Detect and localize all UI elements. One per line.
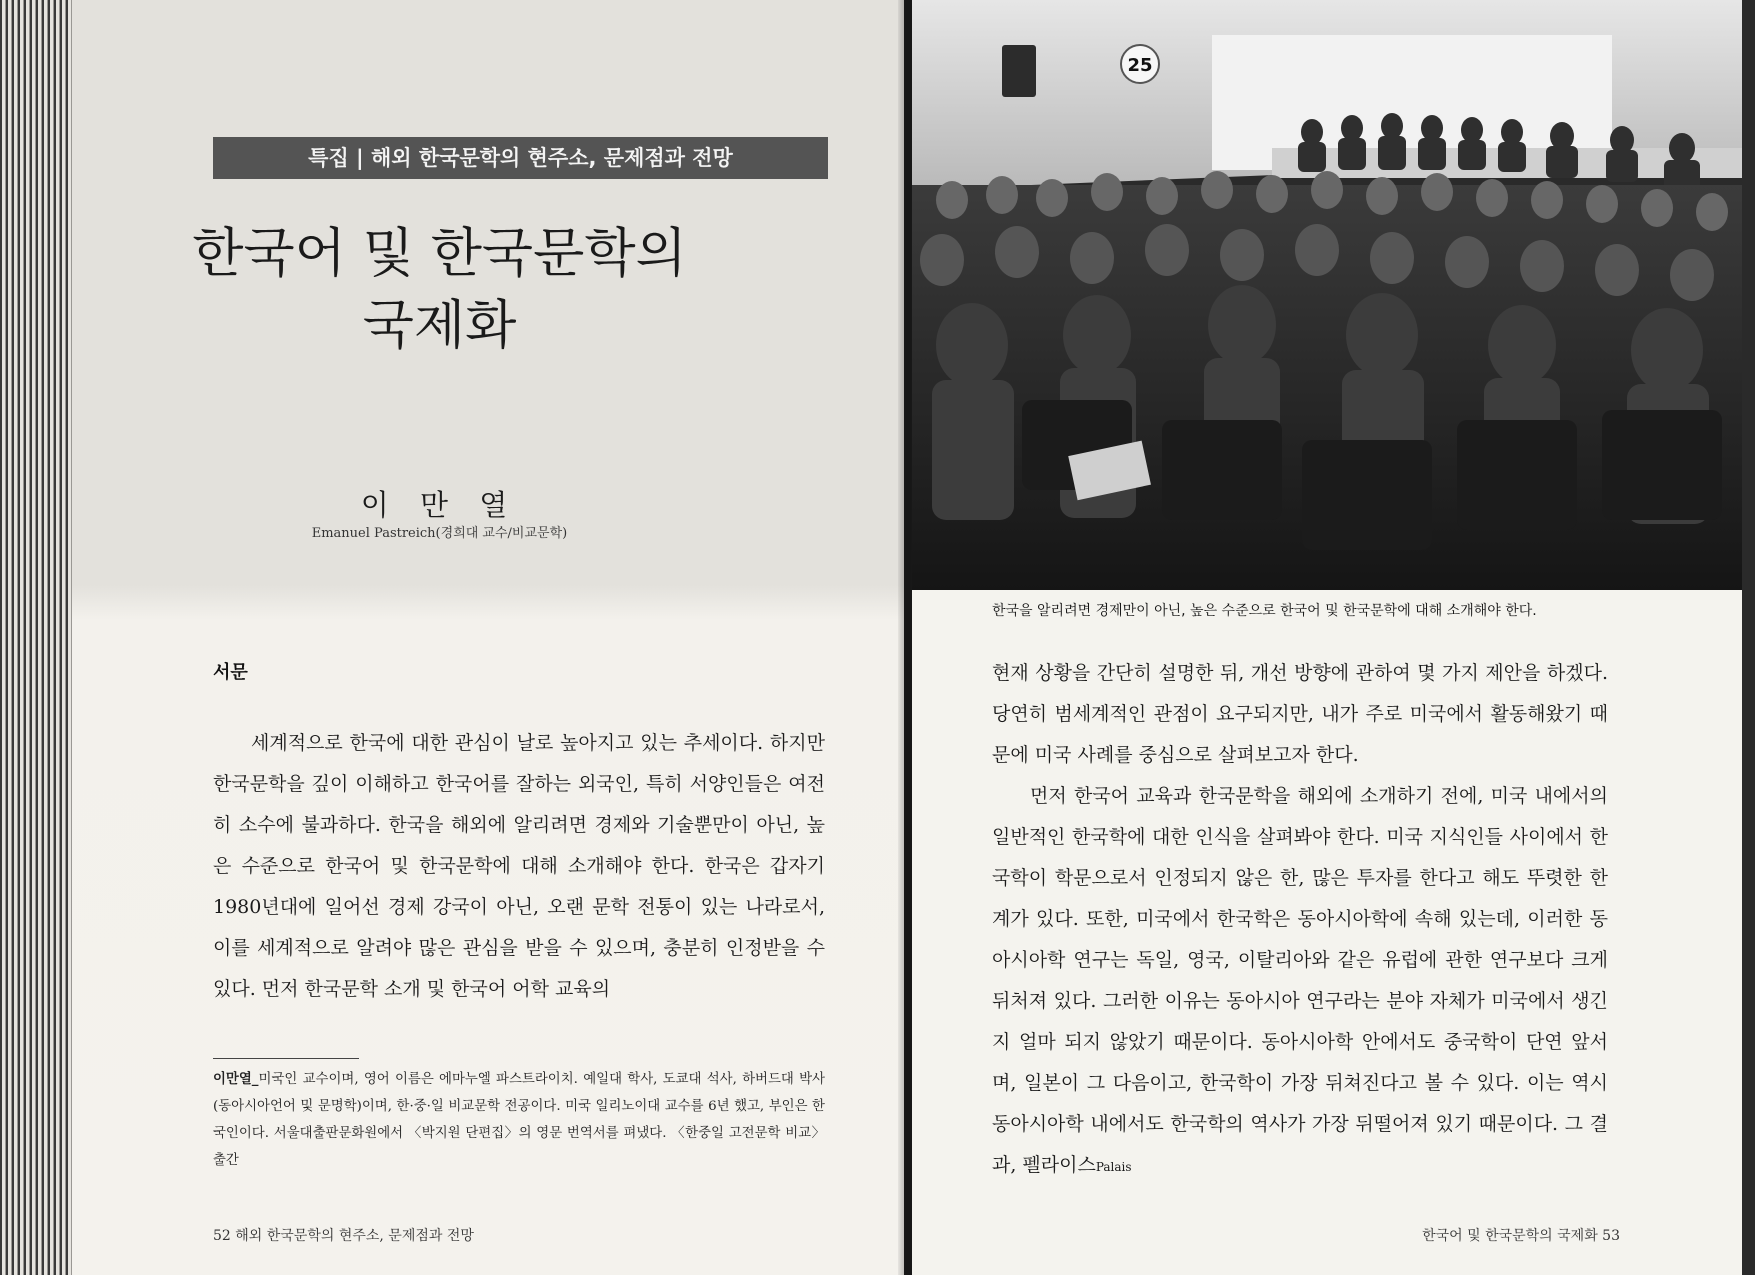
left-page	[72, 0, 904, 1275]
author-footnote	[213, 1066, 825, 1174]
author-affiliation: Emanuel Pastreich(경희대 교수/비교문학)	[311, 526, 568, 541]
right-page	[912, 0, 1755, 1275]
wall-speaker	[1002, 45, 1036, 97]
body-paragraph-2	[992, 776, 1608, 1188]
title-line-2: 국제화	[362, 295, 517, 356]
conference-photo	[912, 0, 1755, 590]
body-text-left: 세계적으로 한국에 대한 관심이 날로 높아지고 있는 추세이다. 하지만 한국문학을 깊이 이해하고 한국어를 잘하는 외국인, 특히 서양인들은 여전히 소수에 불과하다. 한국을 해외에 알리려면 경제와 기술뿐만이 아닌, 높은 수준으로 한국어 및 한국문학에 대해 소개해야 한다. 한국은 갑자기 1980년대에 일어선 경제 강국이 아닌, 오랜 문학 전통이 있는 나라로서, 이를 세계적으로 알려야 많은 관심을 받을 수 있으며, 충분히 인정받을 수 있다. 먼저 한국문학 소개 및 한국어 어학 교육의	[213, 732, 825, 1000]
author-name: 이 만 열	[360, 488, 519, 522]
title-line-1: 한국어 및 한국문학의	[192, 223, 687, 284]
section-heading: 서문	[213, 662, 248, 683]
body-paragraph-2-text: 먼저 한국어 교육과 한국문학을 해외에 소개하기 전에, 미국 내에서의 일반적인 한국학에 대한 인식을 살펴봐야 한다. 미국 지식인들 사이에서 한국학이 학문으로서 인정되지 않은 한, 많은 투자를 한다고 해도 뚜렷한 한계가 있다. 또한, 미국에서 한국학은 동아시아학에 속해 있는데, 이러한 동아시아학 연구는 독일, 영국, 이탈리아와 같은 유럽에 관한 연구보다 크게 뒤처져 있다. 그러한 이유는 동아시아 연구라는 분야 자체가 미국에서 생긴 지 얼마 되지 않았기 때문이다. 동아시아학 안에서도 중국학이 단연 앞서며, 일본이 그 다음이고, 한국학이 가장 뒤쳐진다고 볼 수 있다. 이는 역시 동아시아학 내에서도 한국학의 역사가 가장 뒤떨어져 있기 때문이다. 그 결과, 펠라이스	[992, 785, 1608, 1176]
foreign-term: Palais	[1095, 1160, 1132, 1174]
footnote-author-name: 이만열_	[213, 1072, 259, 1087]
body-text-right	[992, 653, 1608, 1188]
footnote-rule	[213, 1058, 359, 1059]
page-folio-right: 한국어 및 한국문학의 국제화 53	[1422, 1228, 1620, 1244]
number-sign-label: 25	[1127, 55, 1153, 76]
scan-right-edge	[1742, 0, 1755, 1275]
body-paragraph-1: 현재 상황을 간단히 설명한 뒤, 개선 방향에 관하여 몇 가지 제안을 하겠다. 당연히 범세계적인 관점이 요구되지만, 내가 주로 미국에서 활동해왔기 때문에 미국 사례를 중심으로 살펴보고자 한다.	[992, 662, 1608, 766]
section-banner: 특집 | 해외 한국문학의 현주소, 문제점과 전망	[213, 137, 828, 179]
footnote-text: 미국인 교수이며, 영어 이름은 에마누엘 파스트라이치. 예일대 학사, 도쿄대 석사, 하버드대 박사(동아시아언어 및 문명학)이며, 한·중·일 비교문학 전공이다. 미국 일리노이대 교수를 6년 했고, 부인은 한국인이다. 서울대출판문화원에서 〈박지원 단편집〉의 영문 번역서를 펴냈다. 〈한중일 고전문학 비교〉 출간	[213, 1072, 825, 1168]
article-title	[72, 218, 807, 362]
book-page-edges	[0, 0, 72, 1275]
photo-caption: 한국을 알리려면 경제만이 아닌, 높은 수준으로 한국어 및 한국문학에 대해 소개해야 한다.	[992, 603, 1537, 619]
page-folio-left: 52 해외 한국문학의 현주소, 문제점과 전망	[213, 1228, 474, 1244]
